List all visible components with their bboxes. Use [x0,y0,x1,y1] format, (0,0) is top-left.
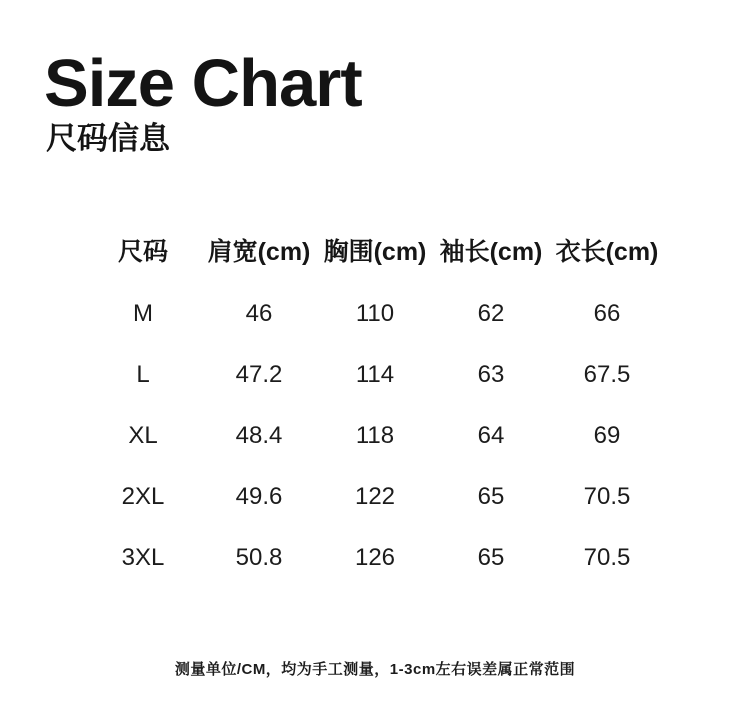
chest-value: 110 [355,299,395,327]
table-row-2xl [85,466,665,527]
length-value: 66 [593,299,621,327]
size-label: 3XL [121,543,165,571]
chest-value: 114 [355,360,395,388]
size-label: L [136,360,150,388]
table-row-xl [85,405,665,466]
chest-value: 118 [355,421,395,449]
sleeve-value: 64 [477,421,505,449]
sleeve-value: 65 [477,543,505,571]
sleeve-value: 65 [477,482,505,510]
length-value: 67.5 [583,360,631,388]
page-title: Size Chart [44,46,362,121]
header-row [85,217,665,283]
chest-value: 122 [354,482,396,510]
column-header-shoulder-width: 肩宽(cm) [207,238,311,266]
chest-value: 126 [354,543,396,571]
shoulder-value: 47.2 [235,360,283,388]
shoulder-value: 48.4 [235,421,283,449]
shoulder-value: 46 [245,299,273,327]
table-row-m [85,283,665,344]
length-value: 69 [593,421,621,449]
column-header-garment-length: 衣长(cm) [555,238,659,266]
shoulder-value: 49.6 [235,482,283,510]
shoulder-value: 50.8 [235,543,283,571]
size-table [85,217,665,588]
length-value: 70.5 [583,482,631,510]
length-value: 70.5 [583,543,631,571]
column-header-chest: 胸围(cm) [323,238,427,266]
column-header-size: 尺码 [117,238,168,266]
size-table-body [85,283,665,588]
column-header-sleeve-length: 袖长(cm) [439,238,543,266]
size-label: XL [128,421,158,449]
size-label: M [133,299,153,327]
measurement-note: 测量单位/CM，均为手工测量，1-3cm左右误差属正常范围 [174,661,576,678]
sleeve-value: 63 [477,360,505,388]
page-subtitle: 尺码信息 [46,121,170,156]
sleeve-value: 62 [477,299,505,327]
size-table-header [85,217,665,283]
table-row-l [85,344,665,405]
size-label: 2XL [121,482,165,510]
table-row-3xl [85,527,665,588]
